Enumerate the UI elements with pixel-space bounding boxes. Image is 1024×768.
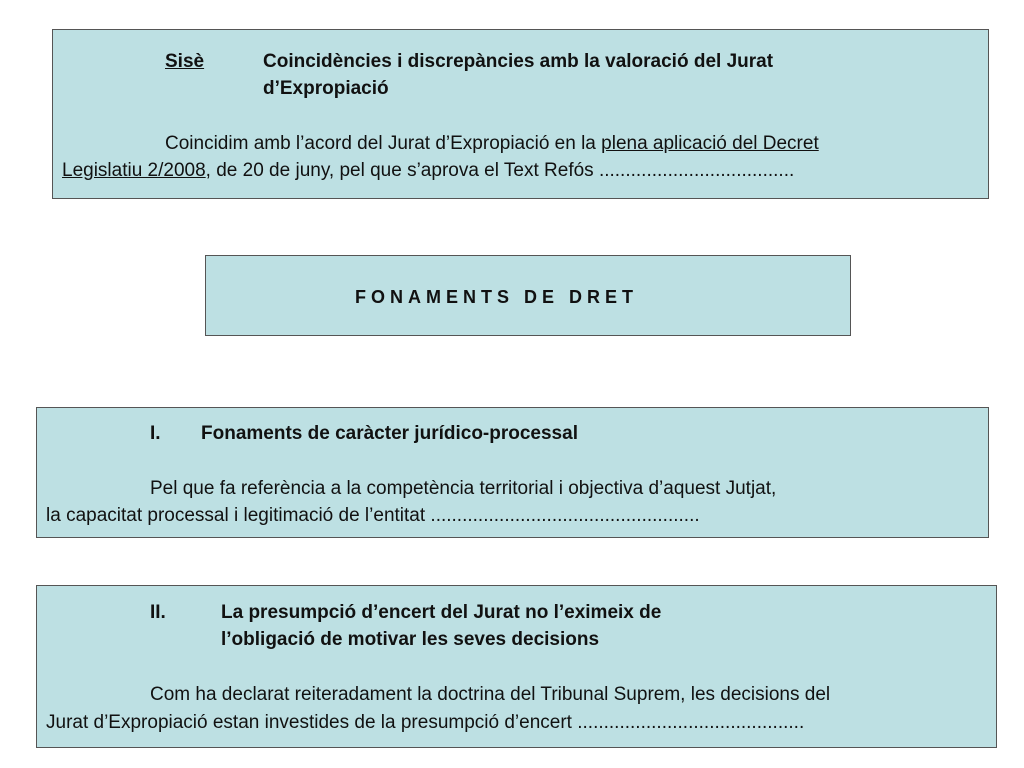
section-sise-paragraph-line1 xyxy=(165,133,819,155)
section-i-box xyxy=(36,407,989,538)
paragraph-text-end: , de 20 de juny, pel que s’aprova el Text Refós ..................................... xyxy=(205,160,795,181)
section-ii-box xyxy=(36,585,997,748)
section-sise-heading-line2: d’Expropiació xyxy=(263,78,389,99)
section-sise-label: Sisè xyxy=(165,51,205,72)
section-sise-paragraph-line2 xyxy=(62,160,794,182)
paragraph-decree-reference: plena aplicació del Decret xyxy=(601,133,819,154)
fonaments-de-dret-title: FONAMENTS DE DRET xyxy=(355,287,638,307)
section-i-paragraph-line2: la capacitat processal i legitimació de l’entitat ................................................... xyxy=(46,505,700,526)
section-sise-heading-line1: Coincidències i discrepàncies amb la valoració del Jurat xyxy=(263,51,774,72)
section-ii-heading-line2: l’obligació de motivar les seves decisions xyxy=(221,629,600,650)
section-sise-box xyxy=(52,29,989,199)
paragraph-decree-number: Legislatiu 2/2008 xyxy=(62,160,206,181)
section-ii-number: II. xyxy=(150,602,166,623)
section-ii-heading-line1: La presumpció d’encert del Jurat no l’eximeix de xyxy=(221,602,662,623)
paragraph-text-start: Coincidim amb l’acord del Jurat d’Expropiació en la xyxy=(165,133,602,154)
fonaments-de-dret-box xyxy=(205,255,851,336)
section-i-number: I. xyxy=(150,423,161,444)
section-i-heading: Fonaments de caràcter jurídico-processal xyxy=(201,423,578,444)
section-ii-paragraph-line2: Jurat d’Expropiació estan investides de la presumpció d’encert ........................................... xyxy=(46,712,805,733)
section-i-paragraph-line1: Pel que fa referència a la competència territorial i objectiva d’aquest Jutjat, xyxy=(150,478,777,499)
section-ii-paragraph-line1: Com ha declarat reiteradament la doctrina del Tribunal Suprem, les decisions del xyxy=(150,684,831,705)
